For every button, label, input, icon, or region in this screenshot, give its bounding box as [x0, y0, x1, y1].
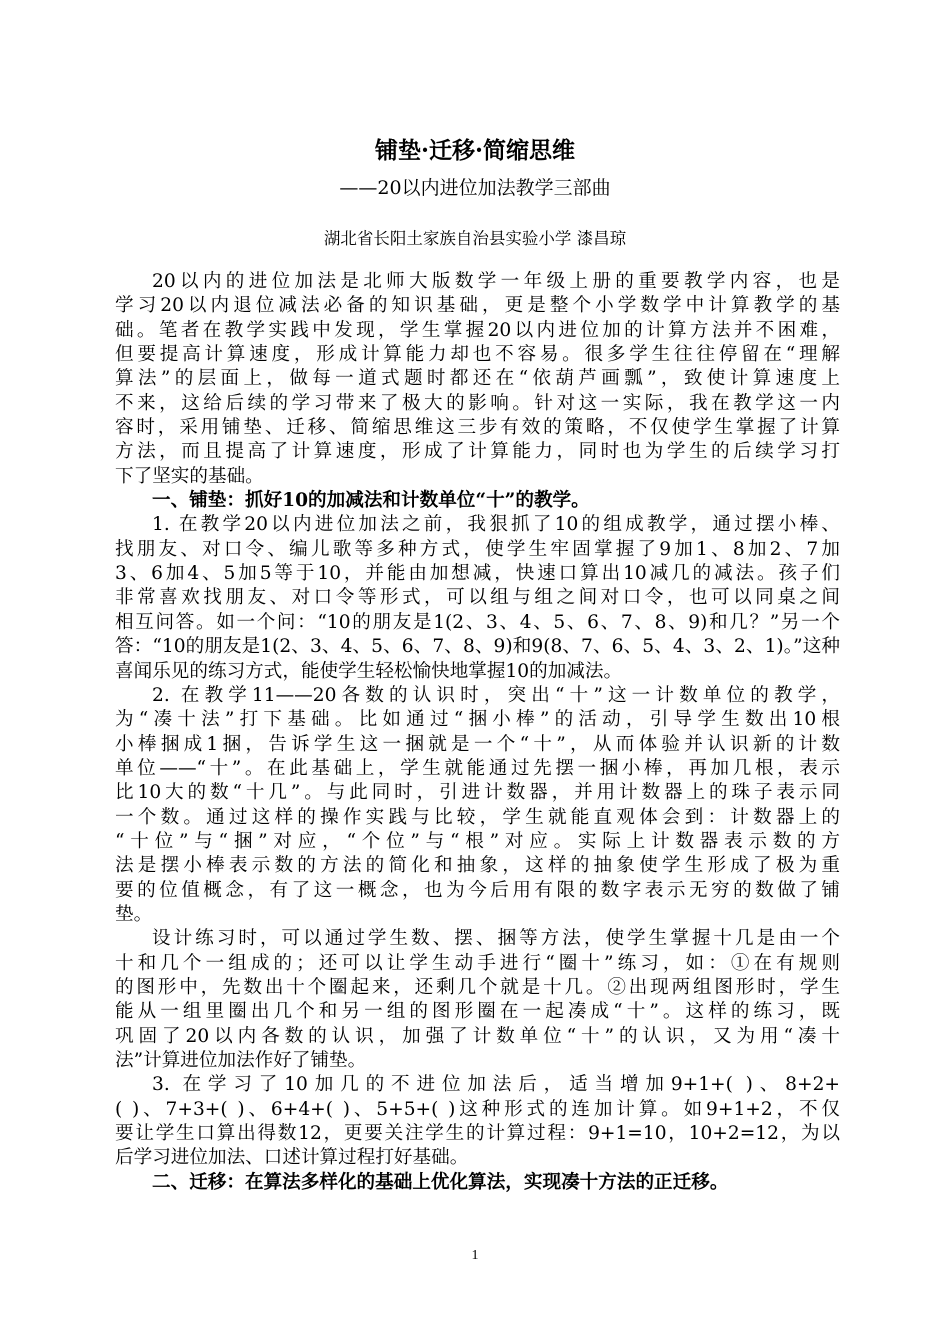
paragraph-line: 3. 在学习了10加几的不进位加法后，适当增加9+1+( )、8+2+	[152, 1074, 840, 1096]
paragraph-line: 不来，这给后续的学习带来了极大的影响。针对这一实际，我在教学这一内	[115, 392, 840, 414]
paragraph-line: 3、6加4、5加5等于10，并能由加想减，快速口算出10减几的减法。孩子们	[115, 563, 840, 585]
paragraph-line: 算法”的层面上，做每一道式题时都还在“依葫芦画瓢”，致使计算速度上	[115, 368, 840, 390]
paragraph-line: 的图形中，先数出十个圈起来，还剩几个就是十几。②出现两组图形时，学生	[115, 976, 840, 998]
paragraph-line: 比10大的数“十几”。与此同时，引进计数器，并用计数器上的珠子表示同	[115, 782, 840, 804]
paragraph-line: 非常喜欢找朋友、对口令等形式，可以组与组之间对口令，也可以同桌之间	[115, 587, 840, 609]
document-title: 铺垫·迁移·简缩思维	[374, 137, 575, 164]
document-body	[115, 270, 840, 1195]
paragraph-line: 要的位值概念，有了这一概念，也为今后用有限的数字表示无穷的数做了铺	[115, 879, 840, 901]
paragraph-line: 但要提高计算速度，形成计算能力却也不容易。很多学生往往停留在“理解	[115, 344, 840, 366]
paragraph-line: 喜闻乐见的练习方式，能使学生轻松愉快地掌握10的加减法。	[115, 660, 623, 682]
paragraph-line: 法是摆小棒表示数的方法的简化和抽象，这样的抽象使学生形成了极为重	[115, 855, 840, 877]
paragraph-line: “十位”与“捆”对应，“个位”与“根”对应。实际上计数器表示数的方	[115, 830, 840, 852]
paragraph-line: 方法，而且提高了计算速度，形成了计算能力，同时也为学生的后续学习打	[115, 441, 840, 463]
paragraph-line: 1. 在教学20以内进位加法之前，我狠抓了10的组成教学，通过摆小棒、	[152, 514, 840, 536]
paragraph-line: 要让学生口算出得数12，更要关注学生的计算过程：9+1=10，10+2=12，为以	[115, 1123, 840, 1145]
paragraph-line: 十和几个一组成的；还可以让学生动手进行“圈十”练习，如：①在有规则	[115, 952, 840, 974]
paragraph-line: 法”计算进位加法作好了铺垫。	[115, 1050, 367, 1071]
paragraph-line: 学习20以内退位减法必备的知识基础，更是整个小学数学中计算教学的基	[115, 295, 840, 317]
author-line: 湖北省长阳土家族自治县实验小学 漆昌琼	[323, 229, 627, 248]
paragraph-line: 小棒捆成1捆，告诉学生这一捆就是一个“十”，从而体验并认识新的计数	[115, 733, 840, 755]
paragraph-line: 为“凑十法”打下基础。比如通过“捆小棒”的活动，引导学生数出10根	[115, 709, 840, 731]
section-heading: 二、迁移：在算法多样化的基础上优化算法，实现凑十方法的正迁移。	[152, 1171, 729, 1193]
paragraph-line: 础。笔者在教学实践中发现，学生掌握20以内进位加的计算方法并不困难，	[115, 319, 840, 341]
paragraph-line: 相互问答。如一个问：“10的朋友是1(2、3、4、5、6、7、8、9)和几？”另一个	[115, 611, 840, 633]
paragraph-line: 后学习进位加法、口述计算过程打好基础。	[115, 1147, 469, 1169]
document-subtitle: ——20以内进位加法教学三部曲	[339, 177, 611, 199]
paragraph-line: 设计练习时，可以通过学生数、摆、捆等方法，使学生掌握十几是由一个	[152, 928, 840, 950]
paragraph-line: 2. 在教学11——20各数的认识时，突出“十”这一计数单位的教学，	[152, 684, 840, 706]
paragraph-line: 20以内的进位加法是北师大版数学一年级上册的重要教学内容，也是	[152, 271, 840, 292]
paragraph-line: 垫。	[115, 903, 153, 925]
section-heading: 一、铺垫：抓好10的加减法和计数单位“十”的教学。	[152, 490, 590, 512]
paragraph-line: 能从一组里圈出几个和另一组的图形圈在一起凑成“十”。这样的练习，既	[115, 1001, 840, 1023]
paragraph-line: 一个数。通过这样的操作实践与比较，学生就能直观体会到：计数器上的	[115, 806, 840, 828]
paragraph-line: 巩固了20以内各数的认识，加强了计数单位“十”的认识，又为用“凑十	[115, 1025, 840, 1047]
paragraph-line: 找朋友、对口令、编儿歌等多种方式，使学生牢固掌握了9加1、8加2、7加	[115, 538, 840, 560]
paragraph-line: 容时，采用铺垫、迁移、简缩思维这三步有效的策略，不仅使学生掌握了计算	[115, 417, 840, 439]
paragraph-line: 下了坚实的基础。	[115, 465, 264, 487]
paragraph-line: 答：“10的朋友是1(2、3、4、5、6、7、8、9)和9(8、7、6、5、4、3、2、1)。”这种	[115, 636, 840, 658]
page-number: 1	[471, 1248, 479, 1263]
paragraph-line: ( )、7+3+( )、6+4+( )、5+5+( )这种形式的连加计算。如9+1+2，不仅	[115, 1098, 840, 1120]
paragraph-line: 单位——“十”。在此基础上，学生就能通过先摆一捆小棒，再加几根，表示	[115, 757, 840, 779]
